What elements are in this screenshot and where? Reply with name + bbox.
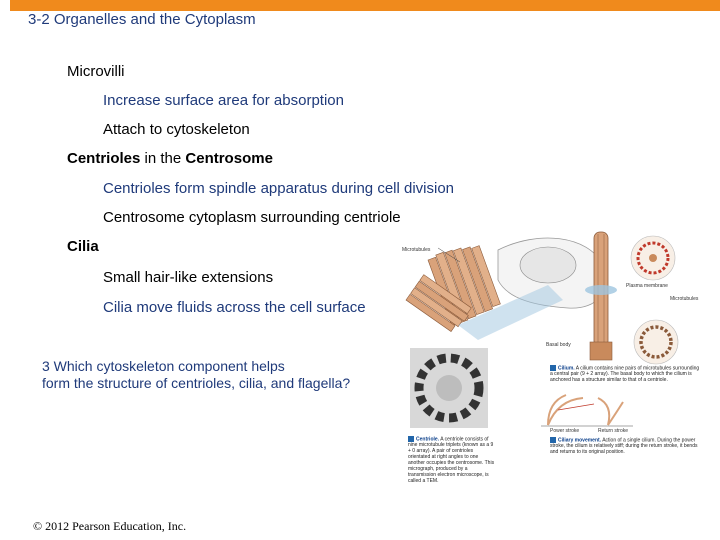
label-basal-body: Basal body xyxy=(546,342,571,348)
centrioles-term: Centrioles xyxy=(67,150,141,167)
caption-ciliary-movement xyxy=(550,437,700,455)
cilium-cross-section xyxy=(631,236,675,280)
bullet-centrioles xyxy=(67,150,273,167)
bullet-cilia-fluids: Cilia move fluids across the cell surface xyxy=(103,299,366,316)
slide-title: 3-2 Organelles and the Cytoplasm xyxy=(28,11,256,28)
caption-badge-icon xyxy=(550,437,556,443)
label-power-stroke: Power stroke xyxy=(550,428,580,434)
review-question xyxy=(42,358,350,392)
centriole-micrograph xyxy=(410,348,488,428)
label-microtubules-side: Microtubules xyxy=(670,296,699,302)
caption-badge-icon xyxy=(408,436,414,442)
caption-centriole-text: A centriole consists of nine microtubule triplets (known as a 9 + 0 array). A pair of centrioles orientated at right angles to one another occupies the centrosome. This micrograph, produced by a transmission electron microscope, is called a TEM. xyxy=(408,436,495,485)
caption-ciliary-title: Ciliary movement. xyxy=(558,437,602,444)
centrioles-connector: in the xyxy=(140,150,186,167)
bullet-cilia: Cilia xyxy=(67,238,99,255)
ciliary-movement-drawing xyxy=(541,395,633,426)
bullet-cilia-extensions: Small hair-like extensions xyxy=(103,269,274,286)
label-return-stroke: Return stroke xyxy=(598,428,629,434)
bullet-microvilli-surface: Increase surface area for absorption xyxy=(103,92,344,109)
centrosome-term: Centrosome xyxy=(185,150,273,167)
caption-centriole xyxy=(408,436,496,484)
bullet-microvilli-cytoskeleton: Attach to cytoskeleton xyxy=(103,121,250,138)
copyright-notice: © 2012 Pearson Education, Inc. xyxy=(33,519,187,533)
caption-badge-icon xyxy=(550,365,556,371)
bullet-microvilli: Microvilli xyxy=(67,63,125,80)
caption-centriole-title: Centriole. xyxy=(416,436,440,443)
label-microtubules-top: Microtubules xyxy=(402,247,431,253)
label-plasma-membrane: Plasma membrane xyxy=(626,283,668,289)
caption-cilium-text: A cilium contains nine pairs of microtubules surrounding a central pair (9 + 2 array). The basal body to which the cilium is anchored has a structure similar to that of a centriole. xyxy=(550,365,700,384)
caption-cilium xyxy=(550,365,700,383)
question-line-2: form the structure of centrioles, cilia, and flagella? xyxy=(42,375,351,391)
organelle-figure xyxy=(398,230,720,510)
bullet-centrioles-spindle: Centrioles form spindle apparatus during cell division xyxy=(103,180,455,197)
question-line-1: 3 Which cytoskeleton component helps xyxy=(42,358,285,374)
bullet-centrosome-cytoplasm: Centrosome cytoplasm surrounding centriole xyxy=(103,209,401,226)
caption-cilium-title: Cilium. xyxy=(558,365,575,372)
basal-body-cross-section xyxy=(634,320,678,364)
caption-ciliary-text: Action of a single cilium. During the power stroke, the cilium is relatively stiff; during the return stroke, it bends and returns to its original position. xyxy=(550,437,698,456)
